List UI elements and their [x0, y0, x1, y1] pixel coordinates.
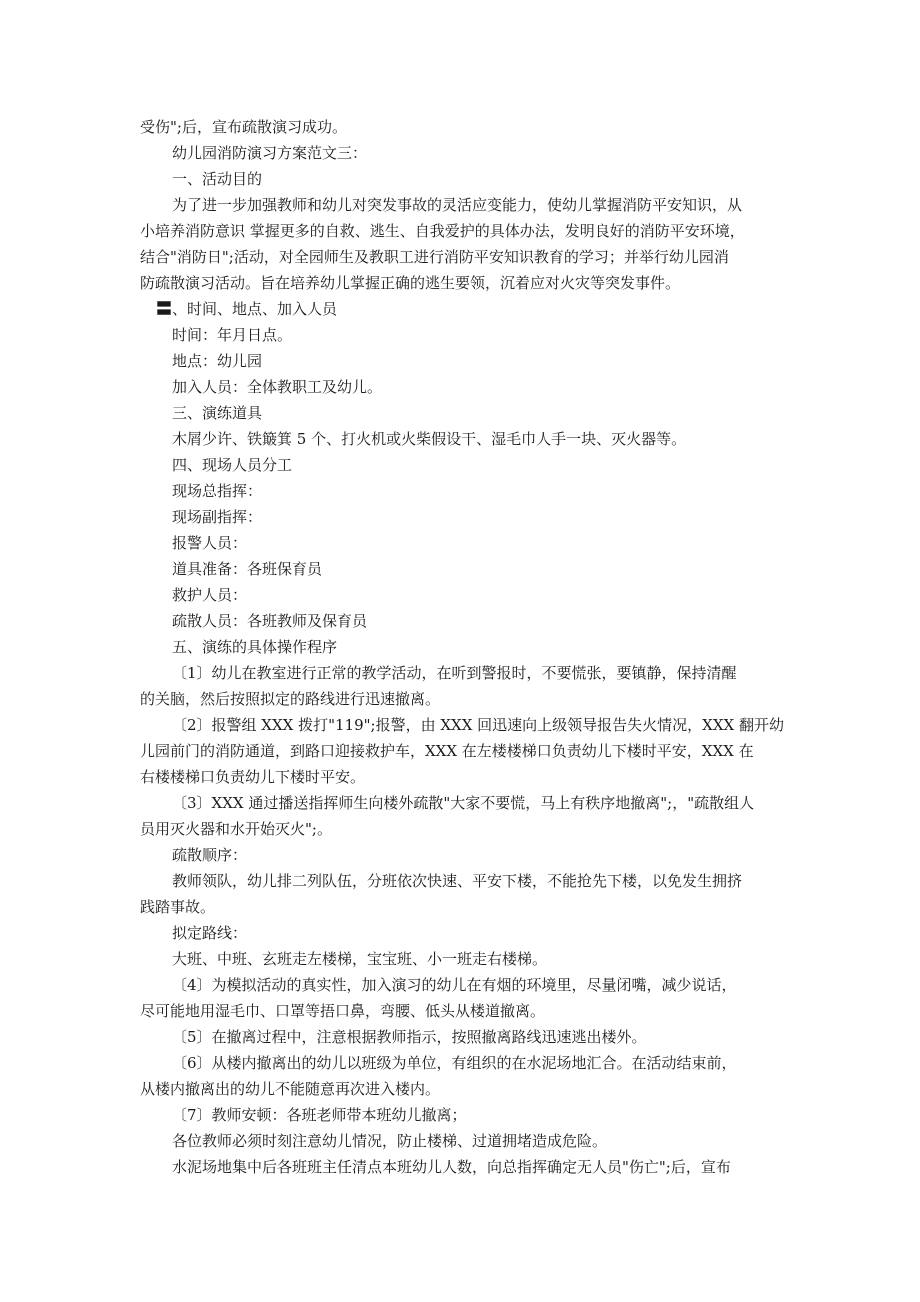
text-line [140, 660, 785, 686]
text-line-content: 一、活动目的 [172, 170, 263, 188]
text-line-content: 教师领队，幼儿排二列队伍，分班依次快速、平安下楼，不能抢先下楼，以免发生拥挤 [172, 872, 743, 890]
text-line-content: 疏散人员：各班教师及保育员 [172, 612, 368, 630]
text-line-content: 〔1〕幼儿在教室进行正常的教学活动，在听到警报时，不要慌张，要镇静，保持清醒 [172, 664, 737, 682]
text-line-content: 尽可能地用湿毛巾、口罩等捂口鼻，弯腰、低头从楼道撤离。 [140, 1002, 546, 1020]
text-line-content: 五、演练的具体操作程序 [172, 638, 338, 656]
text-line-content: 现场副指挥： [172, 508, 263, 526]
text-line [140, 946, 785, 972]
text-line-content: 加入人员：全体教职工及幼儿。 [172, 378, 383, 396]
text-line-content: 小培养消防意识 掌握更多的自救、逃生、自我爱护的具体办法，发明良好的消防平安环境， [140, 222, 745, 240]
text-line [140, 478, 785, 504]
text-line [140, 608, 785, 634]
text-line [140, 374, 785, 400]
text-line [140, 530, 785, 556]
text-line [140, 790, 785, 816]
text-line-content: 报警人员： [172, 534, 248, 552]
text-line [140, 868, 785, 894]
text-line [140, 764, 785, 790]
text-line-content: 道具准备：各班保育员 [172, 560, 323, 578]
text-line [140, 842, 785, 868]
text-line-content: 结合"消防日";活动，对全园师生及教职工进行消防平安知识教育的学习；并举行幼儿园消 [140, 248, 729, 266]
text-line-content: 疏散顺序： [172, 846, 248, 864]
text-line [140, 1076, 785, 1102]
text-line-content: 〔7〕教师安顿：各班老师带本班幼儿撤离； [172, 1106, 467, 1124]
text-line [140, 634, 785, 660]
text-line-content: 木屑少许、铁簸箕 5 个、打火机或火柴假设干、湿毛巾人手一块、灭火器等。 [172, 430, 687, 448]
text-line-content: 右楼楼梯口负责幼儿下楼时平安。 [140, 768, 366, 786]
text-line-content: 〔5〕在撤离过程中，注意根据教师指示，按照撤离路线迅速逃出楼外。 [172, 1028, 647, 1046]
text-line-content: 〔6〕从楼内撤离出的幼儿以班级为单位，有组织的在水泥场地汇合。在活动结束前， [172, 1054, 737, 1072]
text-line [140, 296, 785, 322]
text-line [140, 270, 785, 296]
text-line-content: 时间：年月日点。 [172, 326, 293, 344]
text-line-content: 地点：幼儿园 [172, 352, 263, 370]
text-line [140, 218, 785, 244]
text-line [140, 166, 785, 192]
text-line-content: 儿园前门的消防通道，到路口迎接救护车，XXX 在左楼楼梯口负责幼儿下楼时平安，XXX 在 [140, 742, 754, 760]
text-line [140, 712, 785, 738]
text-line-content: 的关脑，然后按照拟定的路线进行迅速撤离。 [140, 690, 441, 708]
text-line [140, 140, 785, 166]
text-line [140, 426, 785, 452]
text-line-content: 〔2〕报警组 XXX 拨打"119";报警，由 XXX 回迅速向上级领导报告失火情况，XXX 翻开幼 [172, 716, 784, 734]
text-line-content: 幼儿园消防演习方案范文三： [172, 144, 368, 162]
heading-number: 〓 [156, 299, 172, 318]
text-line [140, 1050, 785, 1076]
text-line [140, 816, 785, 842]
text-line [140, 582, 785, 608]
text-line-content: 水泥场地集中后各班班主任清点本班幼儿人数，向总指挥确定无人员"伤亡";后，宣布 [172, 1158, 731, 1176]
text-line [140, 322, 785, 348]
text-line-content: 防疏散演习活动。旨在培养幼儿掌握正确的逃生要领，沉着应对火灾等突发事件。 [140, 274, 681, 292]
text-line [140, 1024, 785, 1050]
text-line-content: 大班、中班、玄班走左楼梯，宝宝班、小一班走右楼梯。 [172, 950, 548, 968]
text-line [140, 452, 785, 478]
text-line-content: 员用灭火器和水开始灭火";。 [140, 820, 332, 838]
text-line [140, 114, 785, 140]
text-line [140, 998, 785, 1024]
text-line-content: 各位教师必须时刻注意幼儿情况，防止楼梯、过道拥堵造成危险。 [172, 1132, 608, 1150]
text-line-content: 为了进一步加强教师和幼儿对突发事故的灵活应变能力，使幼儿掌握消防平安知识，从 [172, 196, 743, 214]
text-line [140, 920, 785, 946]
text-line-content: 践踏事故。 [140, 898, 216, 916]
text-line [140, 894, 785, 920]
text-line-content: 现场总指挥： [172, 482, 263, 500]
text-line [140, 686, 785, 712]
text-line [140, 556, 785, 582]
text-line [140, 1102, 785, 1128]
document-body [140, 114, 785, 1180]
text-line-content: 四、现场人员分工 [172, 456, 293, 474]
text-line [140, 244, 785, 270]
text-line [140, 400, 785, 426]
text-line [140, 1128, 785, 1154]
text-line-content: 〔3〕XXX 通过播送指挥师生向楼外疏散"大家不要慌，马上有秩序地撤离";，"疏散组人 [172, 794, 755, 812]
text-line [140, 192, 785, 218]
text-line-content: 、时间、地点、加入人员 [172, 300, 338, 318]
text-line [140, 504, 785, 530]
text-line-content: 〔4〕为模拟活动的真实性，加入演习的幼儿在有烟的环境里，尽量闭嘴，减少说话， [172, 976, 737, 994]
text-line-content: 拟定路线： [172, 924, 248, 942]
text-line-content: 从楼内撤离出的幼儿不能随意再次进入楼内。 [140, 1080, 441, 1098]
text-line [140, 738, 785, 764]
text-line [140, 348, 785, 374]
text-line [140, 972, 785, 998]
text-line-content: 救护人员： [172, 586, 248, 604]
text-line [140, 1154, 785, 1180]
text-line-content: 三、演练道具 [172, 404, 263, 422]
text-line-content: 受伤";后，宣布疏散演习成功。 [140, 118, 347, 136]
